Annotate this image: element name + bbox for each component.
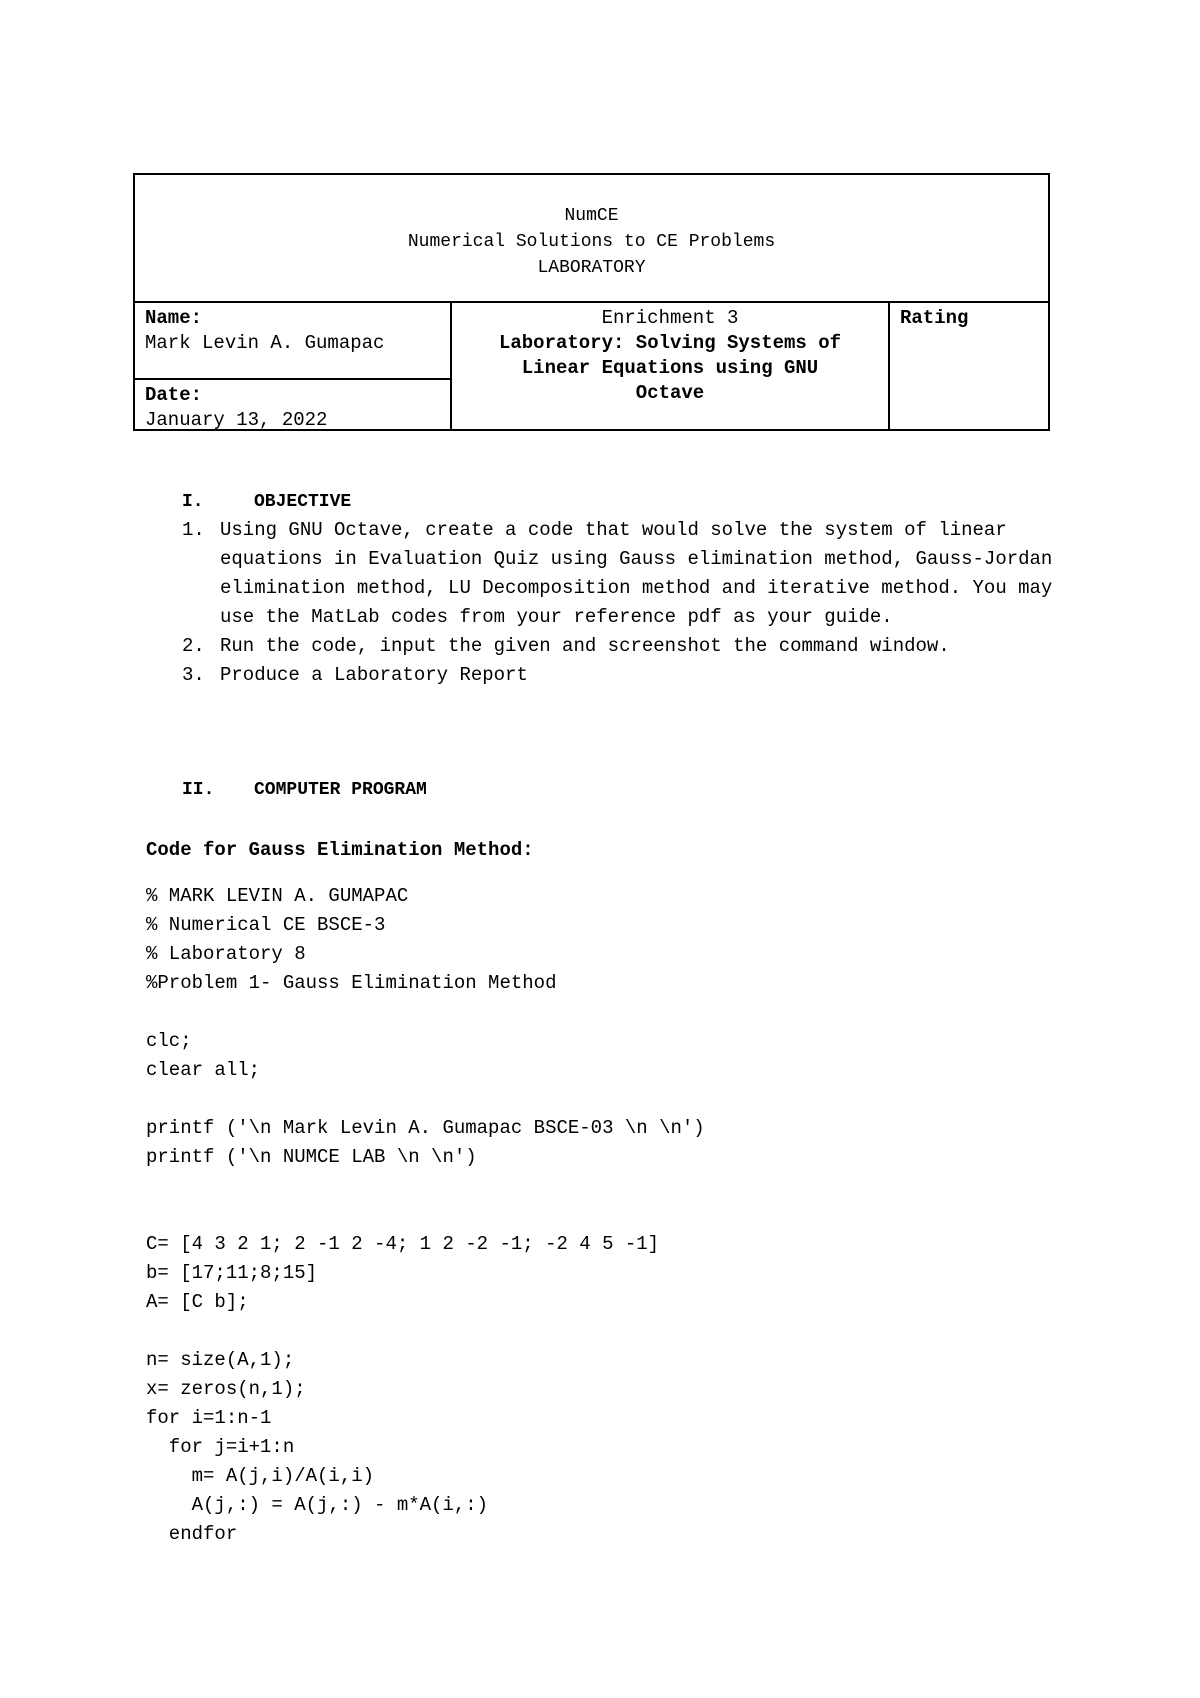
header-table: [133, 173, 1050, 431]
code-line: A(j,:) = A(j,:) - m*A(i,:): [146, 1494, 489, 1516]
rating-label: Rating: [900, 307, 969, 329]
list-item-text: Run the code, input the given and screenshot the command window.: [220, 635, 950, 657]
code-line: % MARK LEVIN A. GUMAPAC: [146, 885, 409, 907]
section-number: II.: [182, 780, 215, 800]
code-line: [146, 1201, 705, 1230]
section-title: OBJECTIVE: [254, 492, 352, 512]
header-course-block: [135, 175, 1048, 303]
section-title: COMPUTER PROGRAM: [254, 780, 427, 800]
activity-label: Enrichment 3: [601, 307, 739, 329]
code-line: [146, 998, 705, 1027]
code-line: clear all;: [146, 1059, 261, 1081]
list-item-text: Using GNU Octave, create a code that would solve the system of linear equations in Evaluation Quiz using Gauss elimination method, Gauss-Jordan elimination method, LU Decomposition method and iterative method. You may use the MatLab codes from your reference pdf as your guide.: [220, 519, 1053, 628]
program-heading: [182, 780, 427, 800]
code-line: for i=1:n-1: [146, 1407, 272, 1429]
list-item: [182, 632, 1062, 661]
list-item-number: 3.: [182, 664, 205, 686]
list-item-number: 1.: [182, 519, 205, 541]
name-cell: [135, 303, 452, 380]
code-line: A= [C b];: [146, 1291, 249, 1313]
code-line: clc;: [146, 1030, 192, 1052]
code-line: endfor: [146, 1523, 238, 1545]
code-line: b= [17;11;8;15]: [146, 1262, 318, 1284]
code-line: n= size(A,1);: [146, 1349, 295, 1371]
code-line: % Numerical CE BSCE-3: [146, 914, 386, 936]
name-value: Mark Levin A. Gumapac: [145, 332, 385, 354]
rating-cell: [890, 303, 1048, 429]
code-line: [146, 1172, 705, 1201]
activity-cell: [452, 303, 890, 429]
course-code: NumCE: [564, 206, 619, 226]
name-label: Name:: [145, 307, 203, 329]
date-value: January 13, 2022: [145, 409, 328, 431]
code-line: %Problem 1- Gauss Elimination Method: [146, 972, 557, 994]
objective-heading: [182, 492, 351, 512]
course-type: LABORATORY: [537, 258, 646, 278]
code-line: [146, 1085, 705, 1114]
code-title: Code for Gauss Elimination Method:: [146, 839, 534, 861]
activity-title-line: Laboratory: Solving Systems of: [498, 332, 842, 354]
date-label: Date:: [145, 384, 203, 406]
code-line: C= [4 3 2 1; 2 -1 2 -4; 1 2 -2 -1; -2 4 5 -1]: [146, 1233, 660, 1255]
date-cell: [135, 380, 452, 429]
list-item: [182, 516, 1062, 632]
code-line: printf ('\n NUMCE LAB \n \n'): [146, 1146, 477, 1168]
code-line: m= A(j,i)/A(i,i): [146, 1465, 375, 1487]
code-line: x= zeros(n,1);: [146, 1378, 306, 1400]
activity-title-line: Octave: [635, 382, 705, 404]
course-title: Numerical Solutions to CE Problems: [407, 232, 776, 252]
code-line: % Laboratory 8: [146, 943, 306, 965]
code-block: [146, 882, 705, 1549]
list-item: [182, 661, 1062, 690]
list-item-text: Produce a Laboratory Report: [220, 664, 528, 686]
list-item-number: 2.: [182, 635, 205, 657]
activity-title-line: Linear Equations using GNU: [521, 357, 819, 379]
code-line: [146, 1317, 705, 1346]
code-line: printf ('\n Mark Levin A. Gumapac BSCE-03 \n \n'): [146, 1117, 705, 1139]
section-number: I.: [182, 492, 204, 512]
objective-list: [182, 516, 1062, 690]
code-line: for j=i+1:n: [146, 1436, 295, 1458]
